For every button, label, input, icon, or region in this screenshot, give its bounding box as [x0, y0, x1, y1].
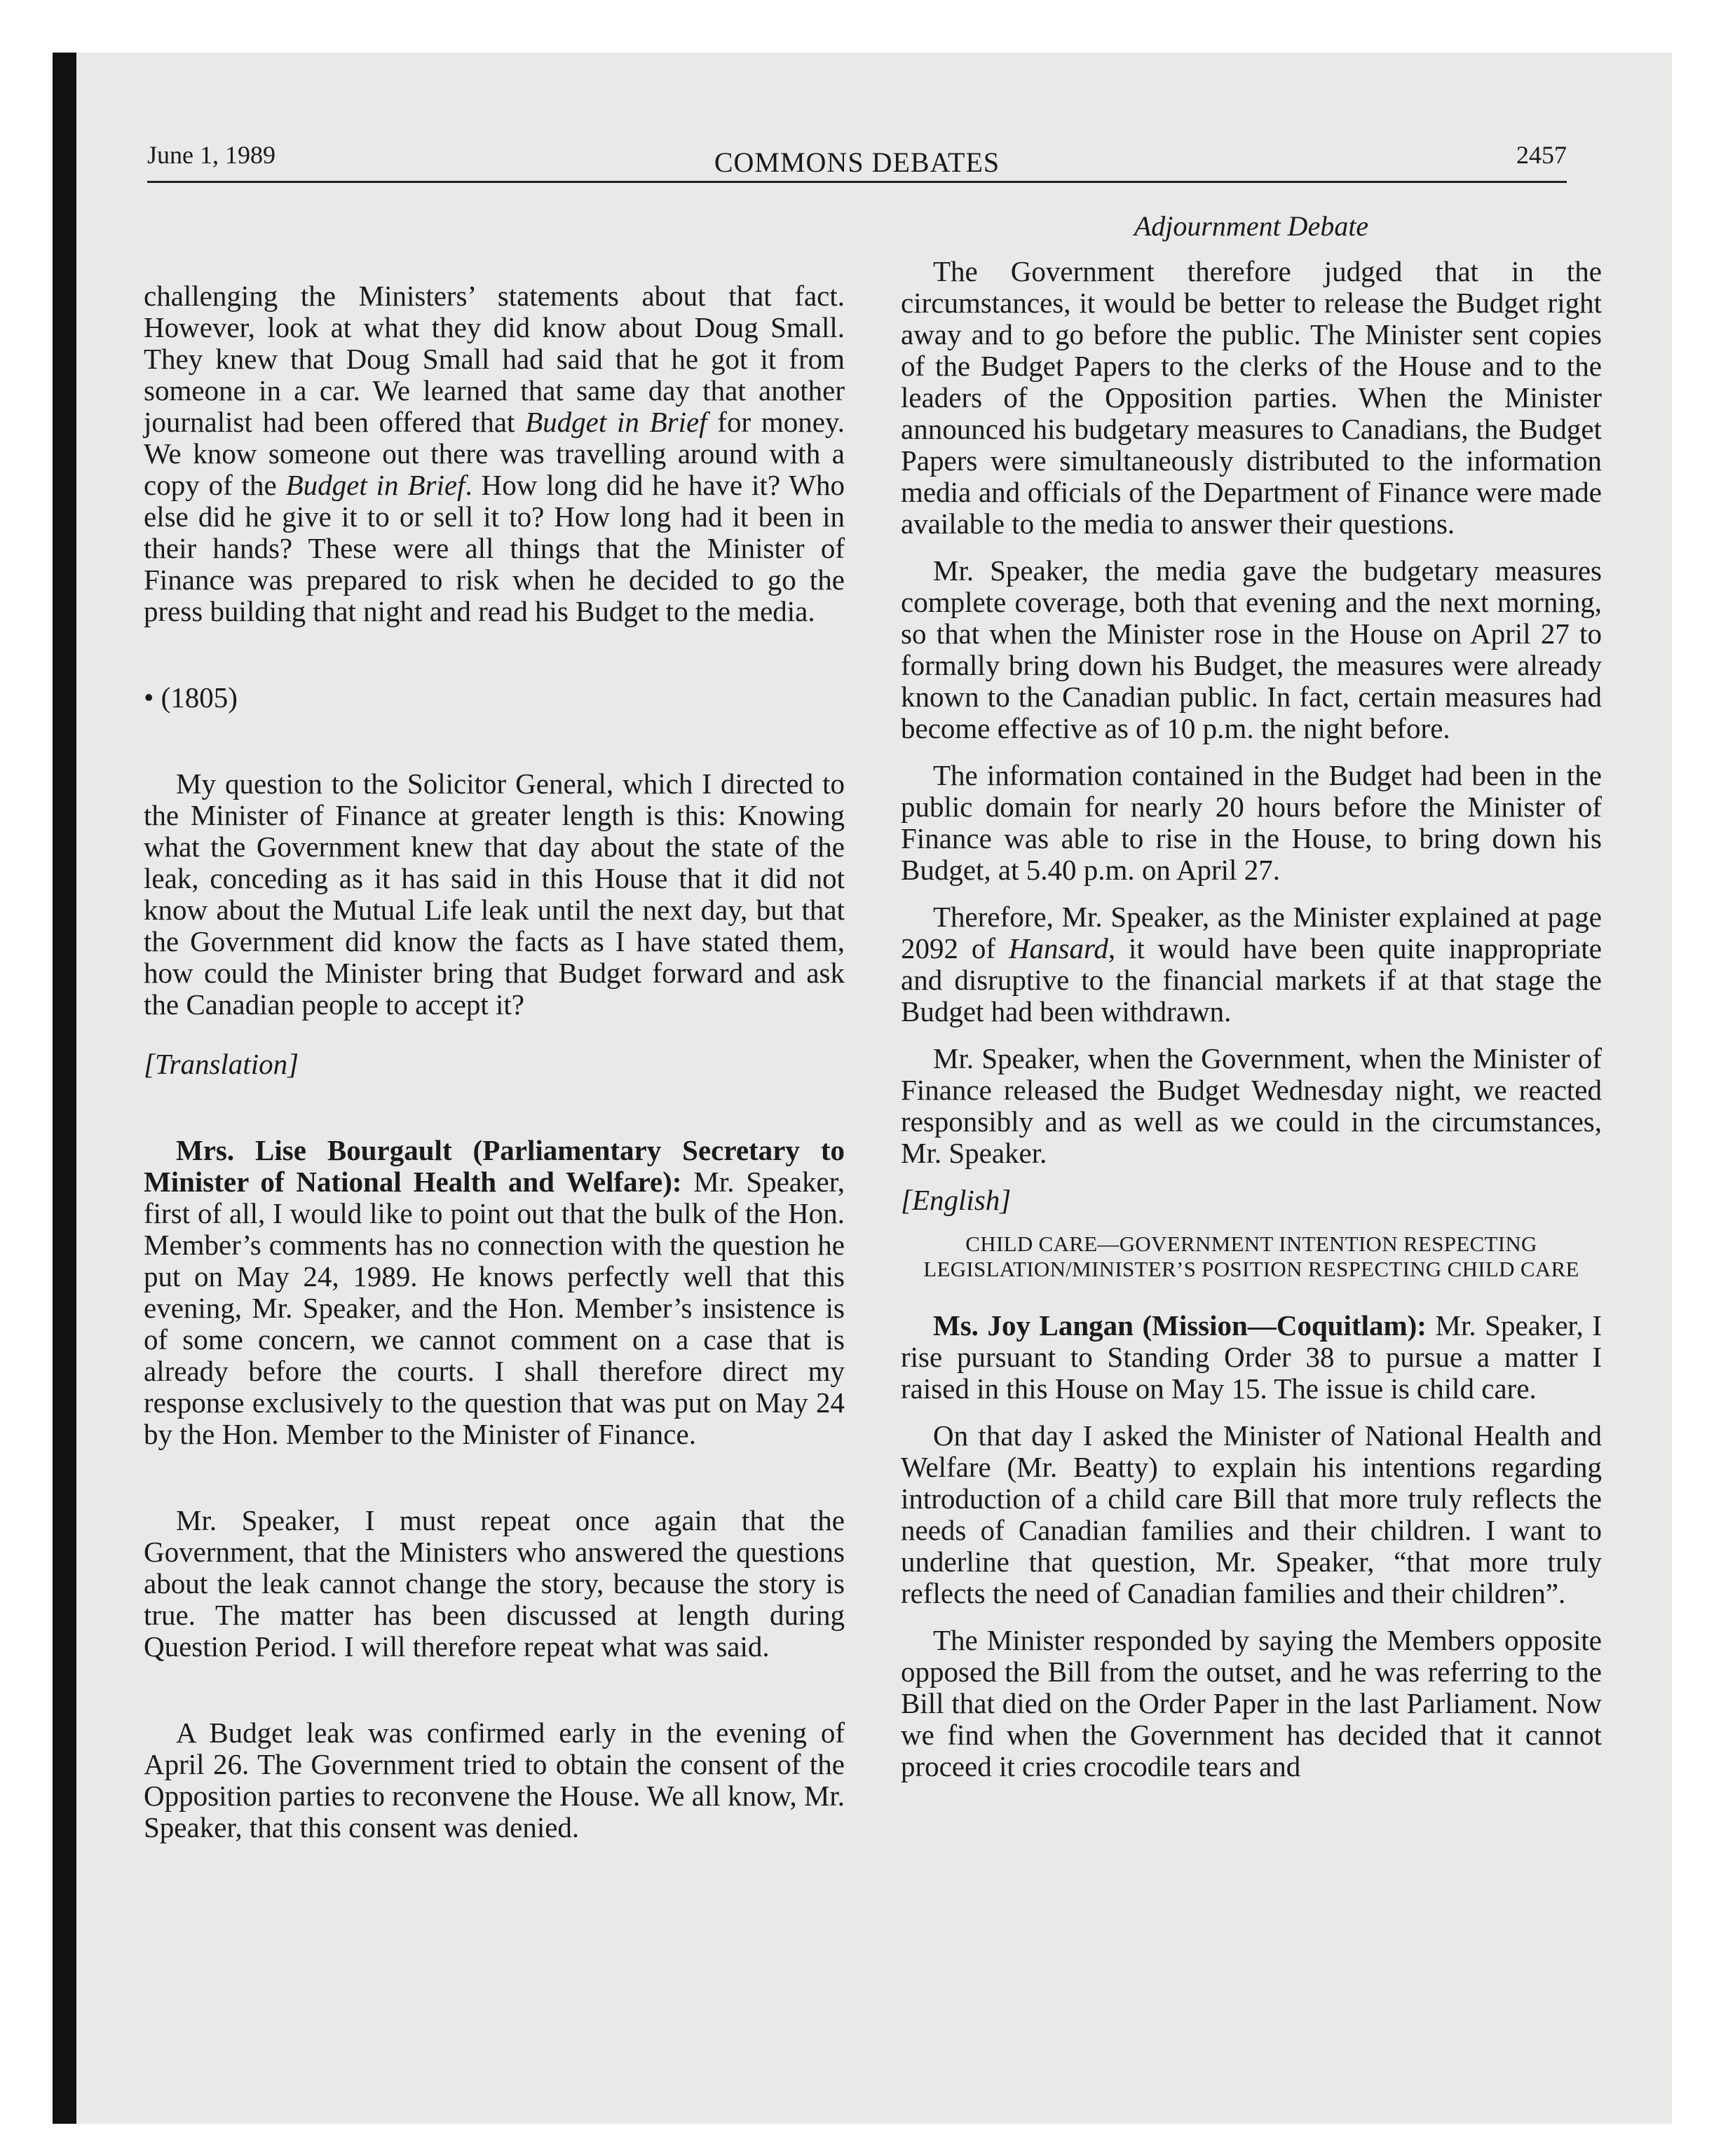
text-run: for money. We know someone out there was travelling around with a copy of the — [144, 406, 845, 501]
subheading: CHILD CARE—GOVERNMENT INTENTION RESPECTING LEGISLATION/MINISTER’S POSITION RESPECTING CHILD CARE — [923, 1231, 1579, 1281]
paragraph — [901, 901, 1602, 1028]
right-column — [901, 210, 1602, 1782]
paragraph — [144, 1135, 845, 1450]
paragraph: A Budget leak was confirmed early in the evening of April 26. The Government tried to obtain the consent of the Opposition parties to reconvene the House. We all know, Mr. Speaker, that this consent was denied. — [144, 1717, 845, 1843]
paragraph: Mr. Speaker, the media gave the budgetary measures complete coverage, both that evening and the next morning, so that when the Minister rose in the House on April 27 to formally bring down his Budget, the measures were already known to the Canadian public. In fact, certain measures had become effective as of 10 p.m. the night before. — [901, 554, 1602, 744]
header-date: June 1, 1989 — [147, 141, 275, 169]
paragraph: On that day I asked the Minister of National Health and Welfare (Mr. Beatty) to explain his intentions regarding introduction of a child care Bill that more truly reflects the needs of Canadian families and their children. I want to underline that question, Mr. Speaker, “that more truly reflects the need of Canadian families and their children”. — [901, 1419, 1602, 1609]
text-run: Mr. Speaker, first of all, I would like to point out that the bulk of the Hon. Member’s comments has no connection with the question he put on May 24, 1989. He knows perfectly well that this evening, Mr. Speaker, and the Hon. Member’s insistence is of some concern, we cannot comment on a case that is already before the courts. I shall therefore direct my response exclusively to the question that was put on May 24 by the Hon. Member to the Minister of Finance. — [144, 1166, 845, 1450]
paragraph: The information contained in the Budget had been in the public domain for nearly 20 hours before the Minister of Finance was able to rise in the House, to bring down his Budget, at 5.40 p.m. on April 27. — [901, 759, 1602, 886]
binding-edge — [53, 53, 76, 2124]
italic-title: Budget in Brief — [285, 469, 465, 501]
left-column — [144, 210, 845, 1843]
paragraph: Mr. Speaker, I must repeat once again that the Government, that the Ministers who answered the questions about the leak cannot change the story, because the story is true. The matter has been discussed at length during Question Period. I will therefore repeat what was said. — [144, 1504, 845, 1663]
text-run: . How long did he have it? Who else did he give it to or sell it to? How long had it been in their hands? These were all things that the Minister of Finance was prepared to risk when he decided to go the press building that night and read his Budget to the media. — [144, 469, 845, 627]
page-header — [147, 140, 1567, 182]
paragraph — [901, 1310, 1602, 1405]
italic-title: Budget in Brief — [525, 406, 707, 438]
text-run: , it would have been quite inappropriate and disruptive to the financial markets if at that stage the Budget had been withdrawn. — [901, 932, 1602, 1028]
paragraph: The Minister responded by saying the Members opposite opposed the Bill from the outset, and he was referring to the Bill that died on the Order Paper in the last Parliament. Now we find when the Government has decided that it cannot proceed it cries crocodile tears and — [901, 1624, 1602, 1782]
text-run: Therefore, Mr. Speaker, as the Minister explained at page 2092 of — [901, 901, 1602, 964]
paragraph — [144, 280, 845, 627]
section-heading: Adjournment Debate — [1134, 210, 1369, 242]
paragraph: Mr. Speaker, when the Government, when the Minister of Finance released the Budget Wednesday night, we reacted responsibly and as well as we could in the circumstances, Mr. Speaker. — [901, 1042, 1602, 1169]
paragraph: The Government therefore judged that in the circumstances, it would be better to release the Budget right away and to go before the public. The Minister sent copies of the Budget Papers to the clerks of the House and to the leaders of the Opposition parties. When the Minister announced his budgetary measures to Canadians, the Budget Papers were simultaneously distributed to the information media and officials of the Department of Finance were made available to the media to answer their questions. — [901, 255, 1602, 540]
header-title: COMMONS DEBATES — [714, 146, 1000, 178]
header-page-number: 2457 — [1516, 141, 1567, 169]
text-run: Mr. Speaker, I rise pursuant to Standing Order 38 to pursue a matter I raised in this House on May 15. The issue is child care. — [901, 1309, 1602, 1405]
header-rule — [147, 181, 1567, 183]
italic-title: Hansard — [1008, 932, 1108, 964]
english-marker: [English] — [901, 1184, 1012, 1216]
speaker-name: Ms. Joy Langan (Mission—Coquitlam): — [933, 1309, 1427, 1342]
translation-marker: [Translation] — [144, 1048, 299, 1080]
speaker-name: Mrs. Lise Bourgault (Parliamentary Secretary to Minister of National Health and Welfare): — [144, 1134, 845, 1198]
paragraph: My question to the Solicitor General, which I directed to the Minister of Finance at greater length is this: Knowing what the Government knew that day about the state of the leak, conceding as it has said in this House that it did not know about the Mutual Life leak until the next day, but that the Government did know the facts as I have stated them, how could the Minister bring that Budget forward and ask the Canadian people to accept it? — [144, 767, 845, 1021]
text-run: challenging the Ministers’ statements about that fact. However, look at what they did know about Doug Small. They knew that Doug Small had said that he got it from someone in a car. We learned that same day that another journalist had been offered that — [144, 280, 845, 438]
time-marker: • (1805) — [144, 681, 238, 714]
